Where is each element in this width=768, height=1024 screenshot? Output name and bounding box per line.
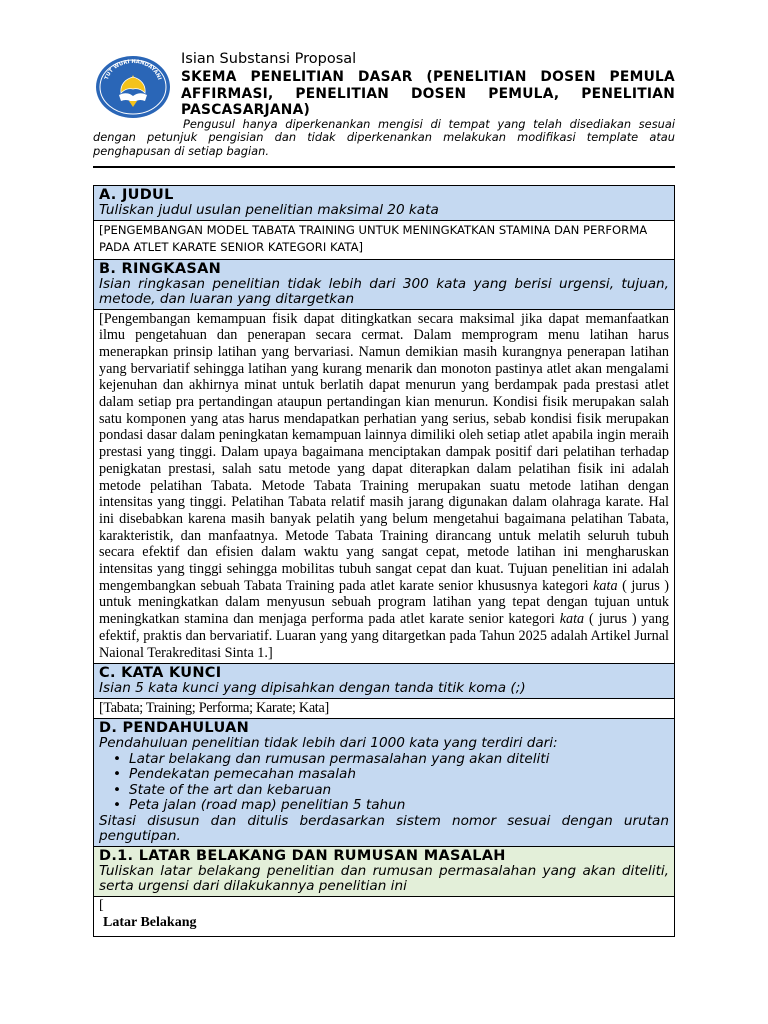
ringkasan-text: [Pengembangan kemampuan fisik dapat ditingkatkan secara maksimal jika dapat memanfaatkan ilmu pengetahuan dan penerapan secara cermat. Dalam memprogram menu latihan harus menerapkan prinsip latihan yang bervariasi. Namun demikian masih kurangnya penerapan latihan yang bervariatif sehingga latihan yang kurang menarik dan monoton pastinya atlet akan mengalami kejenuhan dan akhirnya minat untuk berlatih dapat menurun yang berdampak pada prestasi atlet dalam setiap pra pertandingan ataupun pertandingan kian menurun. Kondisi fisik merupakan salah satu komponen yang atas harus mendapatkan perhatian yang serius, sebab kondisi fisik merupakan pondasi dasar dalam peningkatan kemampuan lainnya dimiliki oleh setiap atlet apabila ingin meraih prestasi yang tinggi. Dalam upaya bagaimana menciptakan dampak positif dari pelatihan terhadap penigkatan prestasi, salah satu metode yang dapat diterapkan dalam pelatihan fisik ini adalah metode pelatihan Tabata. Metode Tabata Training merupakan suatu metode latihan dengan intensitas yang tinggi. Pelatihan Tabata relatif masih jarang digunakan dalam olahraga karate. Hal ini disebabkan karena masih banyak pelatih yang belum mengetahui bagaimana pelatihan Tabata, karakteristik, dan manfaatnya. Metode Tabata Training dirancang untuk melatih seluruh tubuh secara efektif dan efisien dalam waktu yang sangat cepat, metode latihan ini mengharuskan intensitas yang tinggi sehingga mobilitas tubuh sangat cepat dan kuat. Tujuan penelitian ini adalah mengembangkan sebuah Tabata Training pada atlet karate senior khususnya kategori [99, 310, 669, 594]
pendahuluan-bullet-list [99, 752, 669, 814]
list-item: • Latar belakang dan rumusan permasalahan yang akan diteliti [129, 752, 669, 768]
section-title: D. PENDAHULUAN [99, 720, 250, 737]
section-kata-kunci-header [94, 664, 674, 699]
logo-motto: TUT WURI HANDAYANI [103, 58, 163, 81]
content-open-bracket: [ [99, 897, 104, 913]
list-item: • State of the art dan kebaruan [129, 783, 669, 799]
latar-belakang-subheading: Latar Belakang [103, 914, 197, 930]
section-pendahuluan-header [94, 719, 674, 847]
section-instruction: Tuliskan latar belakang penelitian dan rumusan permasalahan yang akan diteliti, serta urgensi dari dilakukannya penelitian ini [99, 862, 669, 895]
ringkasan-content[interactable] [94, 310, 674, 665]
judul-content[interactable]: [PENGEMBANGAN MODEL TABATA TRAINING UNTUK MENINGKATKAN STAMINA DAN PERFORMA PADA ATLET KARATE SENIOR KATEGORI KATA] [94, 221, 674, 260]
section-instruction: Pendahuluan penelitian tidak lebih dari 1000 kata yang terdiri dari: [99, 735, 558, 752]
header-divider [93, 166, 675, 168]
header-label: Isian Substansi Proposal [181, 51, 357, 67]
kata-kunci-content[interactable]: [Tabata; Training; Performa; Karate; Kata] [94, 699, 674, 720]
section-title: B. RINGKASAN [99, 260, 222, 277]
list-item: • Pendekatan pemecahan masalah [129, 767, 669, 783]
header-instruction-note: Pengusul hanya diperkenankan mengisi di tempat yang telah disediakan sesuai dengan petunjuk pengisian dan tidak diperkenankan melakukan modifikasi template atau penghapusan di setiap bagian. [93, 117, 675, 158]
latar-content[interactable] [94, 897, 674, 936]
ringkasan-italic-term: kata [559, 611, 585, 628]
section-ringkasan-header [94, 260, 674, 310]
citation-instruction: Sitasi disusun dan ditulis berdasarkan sistem nomor sesuai dengan urutan pengutipan. [99, 812, 669, 845]
section-title: C. KATA KUNCI [99, 665, 222, 682]
section-title: D.1. LATAR BELAKANG DAN RUMUSAN MASALAH [99, 847, 506, 864]
proposal-header [181, 51, 675, 119]
section-title: A. JUDUL [99, 187, 174, 203]
section-instruction: Tuliskan judul usulan penelitian maksimal 20 kata [99, 202, 439, 218]
section-instruction: Isian 5 kata kunci yang dipisahkan dengan tanda titik koma (;) [99, 680, 526, 697]
section-instruction: Isian ringkasan penelitian tidak lebih dari 300 kata yang berisi urgensi, tujuan, metode, dan luaran yang ditargetkan [99, 275, 669, 307]
ringkasan-text-continued: ( jurus ) untuk meningkatkan dalam menyusun sebuah program latihan yang tepat dengan tujuan untuk meningkatkan stamina dan menjaga performa pada atlet karate senior kategori [99, 577, 670, 628]
ringkasan-text-end: ( jurus ) yang efektif, praktis dan bervariatif. Luaran yang yang ditargetkan pada Tahun 2025 adalah Artikel Jurnal Naional Terakreditasi Sinta 1.] [99, 611, 670, 661]
tut-wuri-handayani-emblem-icon [95, 55, 171, 119]
list-item: • Peta jalan (road map) penelitian 5 tahun [129, 798, 669, 814]
section-latar-header [94, 847, 674, 897]
kemdikbud-logo [95, 55, 171, 119]
ringkasan-italic-term: kata [593, 577, 618, 594]
proposal-form-table [93, 185, 675, 937]
section-judul-header [94, 186, 674, 221]
scheme-title: SKEMA PENELITIAN DASAR (PENELITIAN DOSEN PEMULA AFFIRMASI, PENELITIAN DOSEN PEMULA, PENELITIAN PASCASARJANA) [181, 69, 675, 118]
